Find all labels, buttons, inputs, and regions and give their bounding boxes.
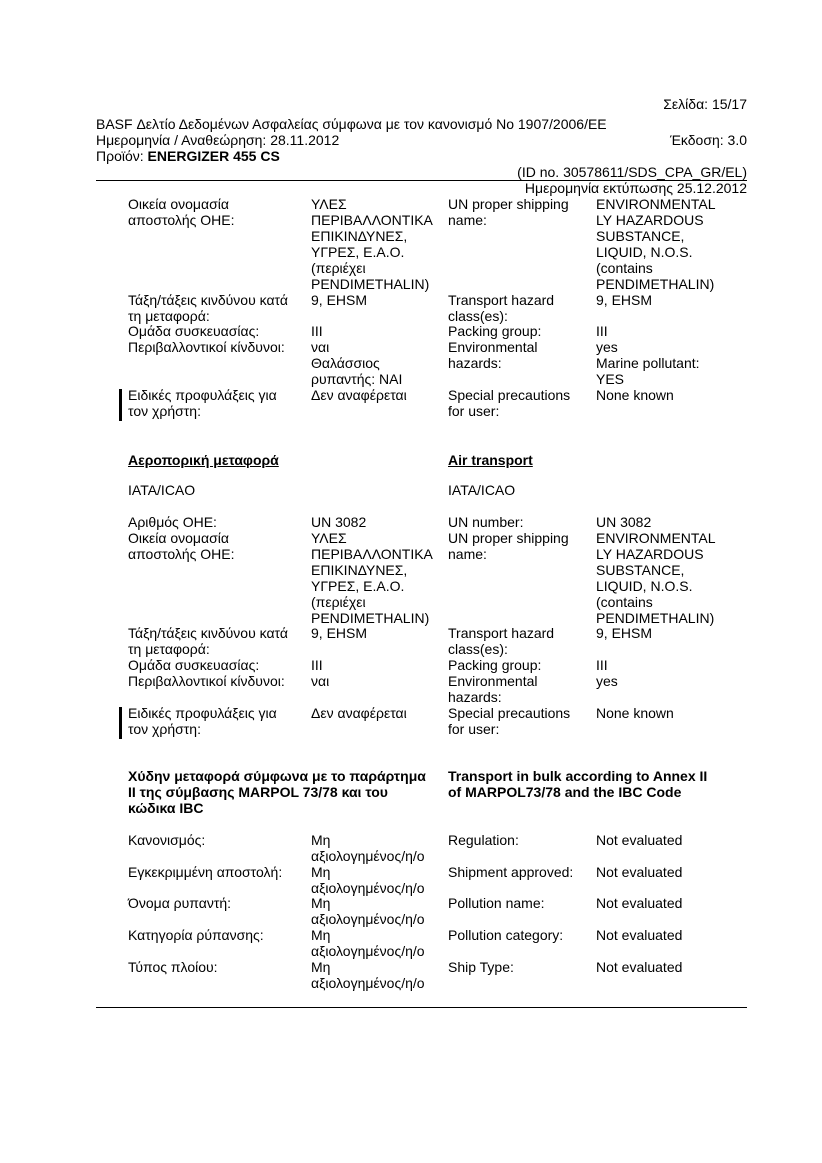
sea-hazard-class-value-gr: 9, EHSM [311,292,368,308]
bulk-ship-type-value-en: Not evaluated [596,959,683,975]
bulk-regulation-label-en: Regulation: [448,832,519,848]
bulk-pollution-category-label-en: Pollution category: [448,927,564,943]
air-un-number-label-en: UN number: [448,514,524,530]
product-name: ENERGIZER 455 CS [147,148,280,164]
air-hazard-class-value-en: 9, EHSM [596,625,653,641]
air-precautions-value-gr: Δεν αναφέρεται [311,705,407,721]
page-number: Σελίδα: 15/17 [663,96,747,112]
sea-hazard-class-label-en: Transport hazard class(es): [448,292,555,324]
sea-precautions-value-gr: Δεν αναφέρεται [311,387,407,403]
revision-marker [119,389,122,421]
sea-packing-group-label-gr: Ομάδα συσκευασίας: [128,323,260,339]
air-env-hazards-value-gr: ναι [311,673,330,689]
footer-divider [96,1007,747,1008]
air-code-gr: IATA/ICAO [128,482,196,498]
bulk-pollution-category-label-gr: Κατηγορία ρύπανσης: [128,927,264,943]
sea-precautions-value-en: None known [596,387,674,403]
air-precautions-value-en: None known [596,705,674,721]
air-un-number-value-en: UN 3082 [596,514,652,530]
bulk-ship-type-label-gr: Τύπος πλοίου: [128,959,218,975]
air-packing-group-value-gr: III [311,657,323,673]
sea-packing-group-value-en: III [596,323,608,339]
bulk-ship-type-label-en: Ship Type: [448,959,514,975]
sea-env-hazards-label-en: Environmental hazards: [448,339,538,371]
air-env-hazards-label-gr: Περιβαλλοντικοί κίνδυνοι: [128,673,285,689]
air-un-number-label-gr: Αριθμός ΟΗΕ: [128,514,217,530]
version: Έκδοση: 3.0 [669,132,747,148]
print-date: Ημερομηνία εκτύπωσης 25.12.2012 [524,180,747,196]
bulk-pollution-name-value-en: Not evaluated [596,895,683,911]
air-packing-group-value-en: III [596,657,608,673]
sea-env-hazards-label-gr: Περιβαλλοντικοί κίνδυνοι: [128,339,285,355]
bulk-pollution-category-value-en: Not evaluated [596,927,683,943]
air-code-en: IATA/ICAO [448,482,516,498]
air-hazard-class-label-gr: Τάξη/τάξεις κινδύνου κατά τη μεταφορά: [128,625,288,657]
air-packing-group-label-gr: Ομάδα συσκευασίας: [128,657,260,673]
sea-precautions-label-en: Special precautions for user: [448,387,571,419]
sea-env-hazards-value-gr: ναι Θαλάσσιος ρυπαντής: ΝΑΙ [311,339,403,387]
bulk-title-gr: Χύδην μεταφορά σύμφωνα με το παράρτημα II της σύμβασης MARPOL 73/78 και του κώδικα IBC [128,768,426,816]
revision-marker [119,707,122,739]
air-precautions-label-en: Special precautions for user: [448,705,571,737]
bulk-title-en: Transport in bulk according to Annex II of MARPOL73/78 and the IBC Code [448,768,708,800]
air-title-en: Air transport [448,452,533,468]
sea-hazard-class-value-en: 9, EHSM [596,292,653,308]
bulk-shipment-label-en: Shipment approved: [448,864,574,880]
air-hazard-class-value-gr: 9, EHSM [311,625,368,641]
sea-shipping-name-label-gr: Οικεία ονομασία αποστολής ΟΗΕ: [128,196,235,228]
document-id: (ID no. 30578611/SDS_CPA_GR/EL) [517,164,747,180]
sea-shipping-name-value-gr: ΥΛΕΣ ΠΕΡΙΒΑΛΛΟΝΤΙΚΑ ΕΠΙΚΙΝΔΥΝΕΣ, ΥΓΡΕΣ, Ε.Α.Ο. (περιέχει PENDIMETHALIN) [311,196,433,292]
sea-hazard-class-label-gr: Τάξη/τάξεις κινδύνου κατά τη μεταφορά: [128,292,288,324]
sea-precautions-label-gr: Ειδικές προφυλάξεις για τον χρήστη: [128,387,277,419]
air-shipping-name-value-en: ENVIRONMENTAL LY HAZARDOUS SUBSTANCE, LIQUID, N.O.S. (contains PENDIMETHALIN) [596,530,716,626]
bulk-shipment-value-gr: Μη αξιολογημένος/η/ο [311,864,425,896]
bulk-ship-type-value-gr: Μη αξιολογημένος/η/ο [311,959,425,991]
sea-packing-group-value-gr: III [311,323,323,339]
product-line [96,148,280,164]
air-shipping-name-label-en: UN proper shipping name: [448,530,569,562]
bulk-pollution-name-label-en: Pollution name: [448,895,545,911]
product-label: Προϊόν: [96,148,148,164]
document-title: BASF Δελτίο Δεδομένων Ασφαλείας σύμφωνα με τον κανονισμό No 1907/2006/ΕΕ [96,116,607,132]
sea-shipping-name-value-en: ENVIRONMENTAL LY HAZARDOUS SUBSTANCE, LIQUID, N.O.S. (contains PENDIMETHALIN) [596,196,716,292]
sea-packing-group-label-en: Packing group: [448,323,542,339]
air-precautions-label-gr: Ειδικές προφυλάξεις για τον χρήστη: [128,705,277,737]
air-shipping-name-label-gr: Οικεία ονομασία αποστολής ΟΗΕ: [128,530,235,562]
bulk-shipment-value-en: Not evaluated [596,864,683,880]
air-shipping-name-value-gr: ΥΛΕΣ ΠΕΡΙΒΑΛΛΟΝΤΙΚΑ ΕΠΙΚΙΝΔΥΝΕΣ, ΥΓΡΕΣ, Ε.Α.Ο. (περιέχει PENDIMETHALIN) [311,530,433,626]
bulk-pollution-category-value-gr: Μη αξιολογημένος/η/ο [311,927,425,959]
sea-env-hazards-value-en: yes Marine pollutant: YES [596,339,700,387]
bulk-pollution-name-label-gr: Όνομα ρυπαντή: [128,895,232,911]
bulk-regulation-label-gr: Κανονισμός: [128,832,206,848]
bulk-pollution-name-value-gr: Μη αξιολογημένος/η/ο [311,895,425,927]
air-packing-group-label-en: Packing group: [448,657,542,673]
air-env-hazards-value-en: yes [596,673,618,689]
air-title-gr: Αεροπορική μεταφορά [128,452,279,468]
air-hazard-class-label-en: Transport hazard class(es): [448,625,555,657]
bulk-regulation-value-en: Not evaluated [596,832,683,848]
bulk-regulation-value-gr: Μη αξιολογημένος/η/ο [311,832,425,864]
revision-date: Ημερομηνία / Αναθεώρηση: 28.11.2012 [96,132,340,148]
sea-shipping-name-label-en: UN proper shipping name: [448,196,569,228]
air-un-number-value-gr: UN 3082 [311,514,367,530]
air-env-hazards-label-en: Environmental hazards: [448,673,538,705]
bulk-shipment-label-gr: Εγκεκριμμένη αποστολή: [128,864,283,880]
